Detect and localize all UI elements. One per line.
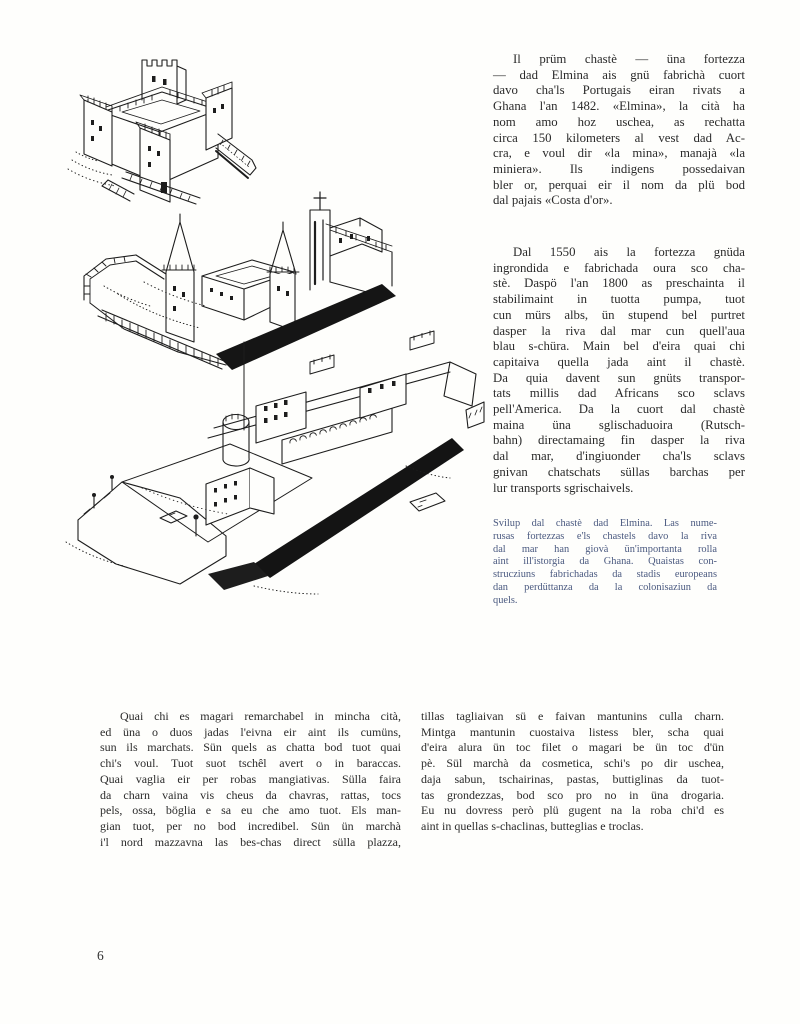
text-line: cra, e voul dir «la mina», manajà «la xyxy=(493,146,745,161)
page-number: 6 xyxy=(97,948,104,963)
text-line: Mintga mantunin cuostaiva listess bler, scha quai xyxy=(421,724,724,739)
text-line: gnivan chatschats süllas barchas per xyxy=(493,464,745,479)
text-line: quels. xyxy=(493,594,518,606)
text-line: tas grondezzas, bod sco pro no in üna drogaria. xyxy=(421,787,724,802)
text-line: d'eira alura ün toc filet o magari be ün toc d'ün xyxy=(421,740,724,755)
text-line: Da quia davent sun gnüts transpor- xyxy=(493,370,745,385)
text-line: — dad Elmina ais gnü fabrichà cuort xyxy=(493,67,745,82)
text-line: aint in quellas s-chaclinas, butteglias e troclas. xyxy=(421,818,644,833)
text-line: dal pajais «Costa d'or». xyxy=(493,193,613,208)
text-line: Dal 1550 ais la fortezza gnüda xyxy=(513,245,745,260)
text-line: dal mar han giovà ün'importanta rolla xyxy=(493,543,717,555)
text-line: maina üna sglischaduoira (Rutsch- xyxy=(493,417,745,432)
text-line: strucziuns fabrichadas da stadis europeans xyxy=(493,569,717,581)
text-line: gian tuot, per no bod incredibel. Sün ün marchà xyxy=(100,818,401,833)
text-line: pell'America. Da la cuort dal chastè xyxy=(493,402,745,417)
text-line: Quai chi es magari remarchabel in mincha cità, xyxy=(120,709,401,723)
text-line: miniera». Ils indigens possedaivan xyxy=(493,161,745,176)
text-line: pè. Sül marchà da cosmetica, schi's po dir uschea, xyxy=(421,756,724,771)
text-line: tats millis dad Africans sco sclavs xyxy=(493,386,745,401)
text-line: stè. Daspö l'an 1800 as preschainta il xyxy=(493,276,745,291)
text-line: Quai vaglia eir per robas mangiativas. Sülla faira xyxy=(100,771,401,786)
text-line: cun mürs albs, ün stupend bel purtret xyxy=(493,307,745,322)
text-line: circa 150 kilometers al vest dad Ac- xyxy=(493,130,745,145)
text-line: Il prüm chastè — üna fortezza xyxy=(513,52,745,66)
text-line: ingrondida e fabrichada oura sco cha- xyxy=(493,260,745,275)
text-line: blau s-chüra. Main bel d'eira quai chi xyxy=(493,339,745,354)
text-line: bler or, perquai eir il nom da plü bod xyxy=(493,177,745,192)
figure-caption xyxy=(493,518,717,608)
right-text-column xyxy=(493,52,745,496)
bottom-right-column xyxy=(421,709,724,835)
text-line: pels, ossa, böglia e sa eu che amo tuot. Els man- xyxy=(100,803,401,818)
text-line: Eu nu dovress però plü gugent na la roba chi'd es xyxy=(421,803,724,818)
text-line: i'l nord mazzavna las bes-chas direct sülla plazza, xyxy=(100,834,401,849)
text-line: dan perdüttanza da la colonisaziun da xyxy=(493,581,717,593)
paragraph-elmina-1550 xyxy=(493,245,745,496)
bottom-left-column xyxy=(100,709,401,850)
text-line: Svilup dal chastè dad Elmina. Las nume- xyxy=(493,518,717,529)
text-line: bahn) directamaing fin dasper la riva xyxy=(493,433,745,448)
text-line: stabilimaint in tuotta pumpa, tuot xyxy=(493,292,745,307)
text-line: chi's voul. Tuot suot tschêl avert o in baraccas. xyxy=(100,756,401,771)
text-line: dal mar, d'ingiuonder cha'ls sclavs xyxy=(493,449,745,464)
text-line: Ghana l'an 1482. «Elmina», la cità ha xyxy=(493,99,745,114)
castle-stage-3-illustration xyxy=(58,310,486,606)
text-line: davo cha'ls Portugais eiran rivats a xyxy=(493,83,745,98)
text-line: daja sabun, tschairinas, pastas, buttiglinas da tuot- xyxy=(421,771,724,786)
text-line: tillas tagliaivan sü e faivan mantunins culla charn. xyxy=(421,709,724,723)
text-line: nom amo hoz uschea, as rechatta xyxy=(493,114,745,129)
text-line: dasper la riva dal mar cun quell'aua xyxy=(493,323,745,338)
text-line: rusas fortezzas e'ls chastels davo la riva xyxy=(493,530,717,542)
text-line: da charn vaina vis cheus da chavras, rattas, tocs xyxy=(100,787,401,802)
text-line: aint ill'istorgia da Ghana. Quaistas con- xyxy=(493,556,717,568)
text-line: lur transports sgrischaivels. xyxy=(493,480,634,495)
text-line: capitaiva quella jada aint il chastè. xyxy=(493,354,745,369)
paragraph-elmina-origin xyxy=(493,52,745,209)
text-line: sun ils marchats. Sün quels as chatta bod tuot quai xyxy=(100,740,401,755)
text-line: ed üna o duos jadas l'eivna eir aint ils cumüns, xyxy=(100,724,401,739)
